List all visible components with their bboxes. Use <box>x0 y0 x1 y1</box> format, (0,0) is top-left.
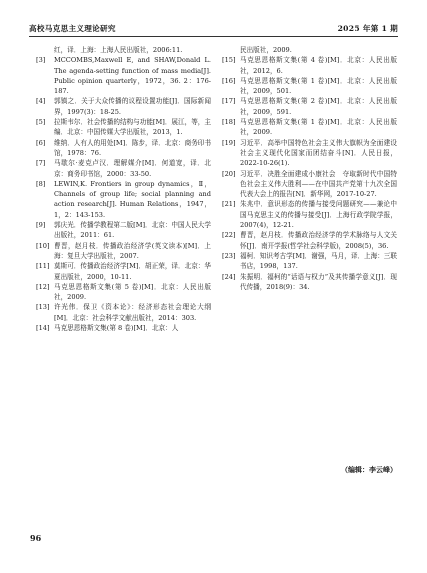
reference-text: MCCOMBS,Maxwell E, and SHAW,Donald L. The agenda-setting function of mass media[J]. Public opinion quarterly，1972，36. 2：176-187. <box>54 56 211 96</box>
left-column <box>36 45 211 333</box>
continuation-text: 红，译．上海：上海人民出版社，2006:11. <box>54 46 183 54</box>
reference-number: [20] <box>222 169 236 178</box>
reference-entry <box>222 138 397 169</box>
reference-number: [17] <box>222 97 236 106</box>
reference-number: [21] <box>222 200 236 209</box>
reference-entry <box>36 261 211 282</box>
reference-entry <box>222 230 397 251</box>
issue-label: 2025 年第 1 期 <box>337 24 398 33</box>
journal-title: 高校马克思主义理论研究 <box>29 24 116 33</box>
reference-entry <box>36 158 211 179</box>
reference-entry <box>36 282 211 303</box>
reference-entry <box>222 272 397 293</box>
reference-number: [23] <box>222 251 236 260</box>
reference-text: LEWIN,K. Frontiers in group dynamics，Ⅱ，Channels of group life; social planning and action research[J]. Human Relations，1947，1，2：143-153. <box>54 179 211 219</box>
reference-entry <box>36 241 211 262</box>
reference-text: 朱兆中．意识形态的传播与接受问题研究——兼论中国马克思主义的传播与接受[J]．上海行政学院学报，2007(4)，12-21. <box>240 200 397 230</box>
reference-entry <box>222 251 397 272</box>
page-number: 96 <box>30 533 42 543</box>
reference-entry <box>36 117 211 138</box>
reference-entry <box>222 55 397 76</box>
reference-number: [13] <box>36 303 50 312</box>
reference-number: [7] <box>36 159 46 168</box>
header-rule <box>29 36 398 37</box>
reference-text: 许光伟．保卫《资本论》：经济形态社会理论大纲[M]．北京：社会科学文献出版社，2014：303. <box>54 303 211 322</box>
reference-number: [3] <box>36 56 46 65</box>
reference-text: 莫斯可．传播政治经济学[M]．胡正荣，译．北京：华夏出版社，2000，10-11. <box>54 262 211 281</box>
reference-number: [8] <box>36 179 46 188</box>
reference-entry <box>222 96 397 117</box>
reference-text: 拉斯韦尔．社会传播的结构与功能[M]．展江，等，主编．北京：中国传媒大学出版社，2013，1. <box>54 118 211 137</box>
reference-text: 马歇尔·麦克卢汉．理解媒介[M]．何道宽，译．北京：商务印书馆，2000：33-50. <box>54 159 211 178</box>
reference-entry <box>36 179 211 220</box>
continuation-text: 民出版社，2009. <box>240 46 292 54</box>
reference-entry <box>36 302 211 323</box>
reference-number: [5] <box>36 118 46 127</box>
running-header <box>29 20 398 34</box>
reference-entry <box>222 117 397 138</box>
reference-number: [4] <box>36 97 46 106</box>
reference-entry <box>36 96 211 117</box>
reference-text: 曹晋，赵月枝．传播政治经济学(英文读本)[M]．上海：复旦大学出版社，2007. <box>54 241 211 260</box>
reference-number: [6] <box>36 138 46 147</box>
reference-entry <box>36 55 211 96</box>
reference-text: 习近平．决胜全面建成小康社会 夺取新时代中国特色社会主义伟大胜利——在中国共产党第十九次全国代表大会上的报告[N]．新华网，2017-10-27. <box>240 169 397 199</box>
reference-text: 曹晋，赵月枝．传播政治经济学的学术脉络与人文关怀[J]．南开学报(哲学社会科学版)，2008(5)，36. <box>240 231 397 250</box>
reference-entry <box>36 220 211 241</box>
reference-number: [9] <box>36 221 46 230</box>
reference-number: [12] <box>36 282 50 291</box>
reference-text: 福柯．知识考古学[M]．谢强，马月，译．上海：三联书店，1998，137. <box>240 251 397 271</box>
reference-text: 郭庆光．传播学教程第二版[M]．北京：中国人民大学出版社，2011：61. <box>54 221 211 240</box>
reference-number: [22] <box>222 231 236 240</box>
reference-entry <box>222 199 397 230</box>
reference-number: [16] <box>222 76 236 85</box>
reference-entry <box>222 169 397 200</box>
reference-text: 习近平．高举中国特色社会主义伟大旗帜为全面建设社会主义现代化国家而团结奋斗[N]．人民日报，2022-10-26(1). <box>240 138 397 168</box>
reference-text: 马克思恩格斯文集(第 4 卷)[M]．北京：人民出版社，2012，6. <box>240 56 397 75</box>
reference-entry <box>222 76 397 97</box>
editor-credit: （编辑：李云峰） <box>341 465 397 474</box>
reference-number: [18] <box>222 118 236 127</box>
right-column <box>222 45 397 292</box>
reference-text: 马克思恩格斯文集(第 8 卷)[M]．北京：人 <box>54 324 179 333</box>
reference-number: [10] <box>36 241 50 250</box>
reference-text: 马克思恩格斯文集(第 5 卷)[M]．北京：人民出版社，2009. <box>54 282 211 302</box>
reference-text: 郭镇之．关于大众传播的议程设置功能[J]．国际新闻界，1997(3)：18-25. <box>54 97 211 116</box>
reference-number: [15] <box>222 56 236 65</box>
reference-text: 马克思恩格斯文集(第 2 卷)[M]．北京：人民出版社，2009，591. <box>240 97 397 116</box>
reference-entry <box>36 323 211 333</box>
reference-number: [14] <box>36 324 50 333</box>
reference-number: [19] <box>222 138 236 147</box>
reference-text: 马克思恩格斯文集(第 1 卷)[M]．北京：人民出版社，2009. <box>240 118 397 137</box>
reference-text: 朱振明．福柯的“话语与权力”及其传播学意义[J]．现代传播，2018(9)：34. <box>240 272 397 291</box>
reference-number: [11] <box>36 262 50 271</box>
reference-entry <box>36 138 211 159</box>
reference-text: 维纳．人有人的用处[M]．陈步，译．北京：商务印书馆，1978：76. <box>54 138 211 157</box>
reference-number: [24] <box>222 272 236 281</box>
reference-text: 马克思恩格斯文集(第 1 卷)[M]．北京：人民出版社，2009，501. <box>240 76 397 96</box>
